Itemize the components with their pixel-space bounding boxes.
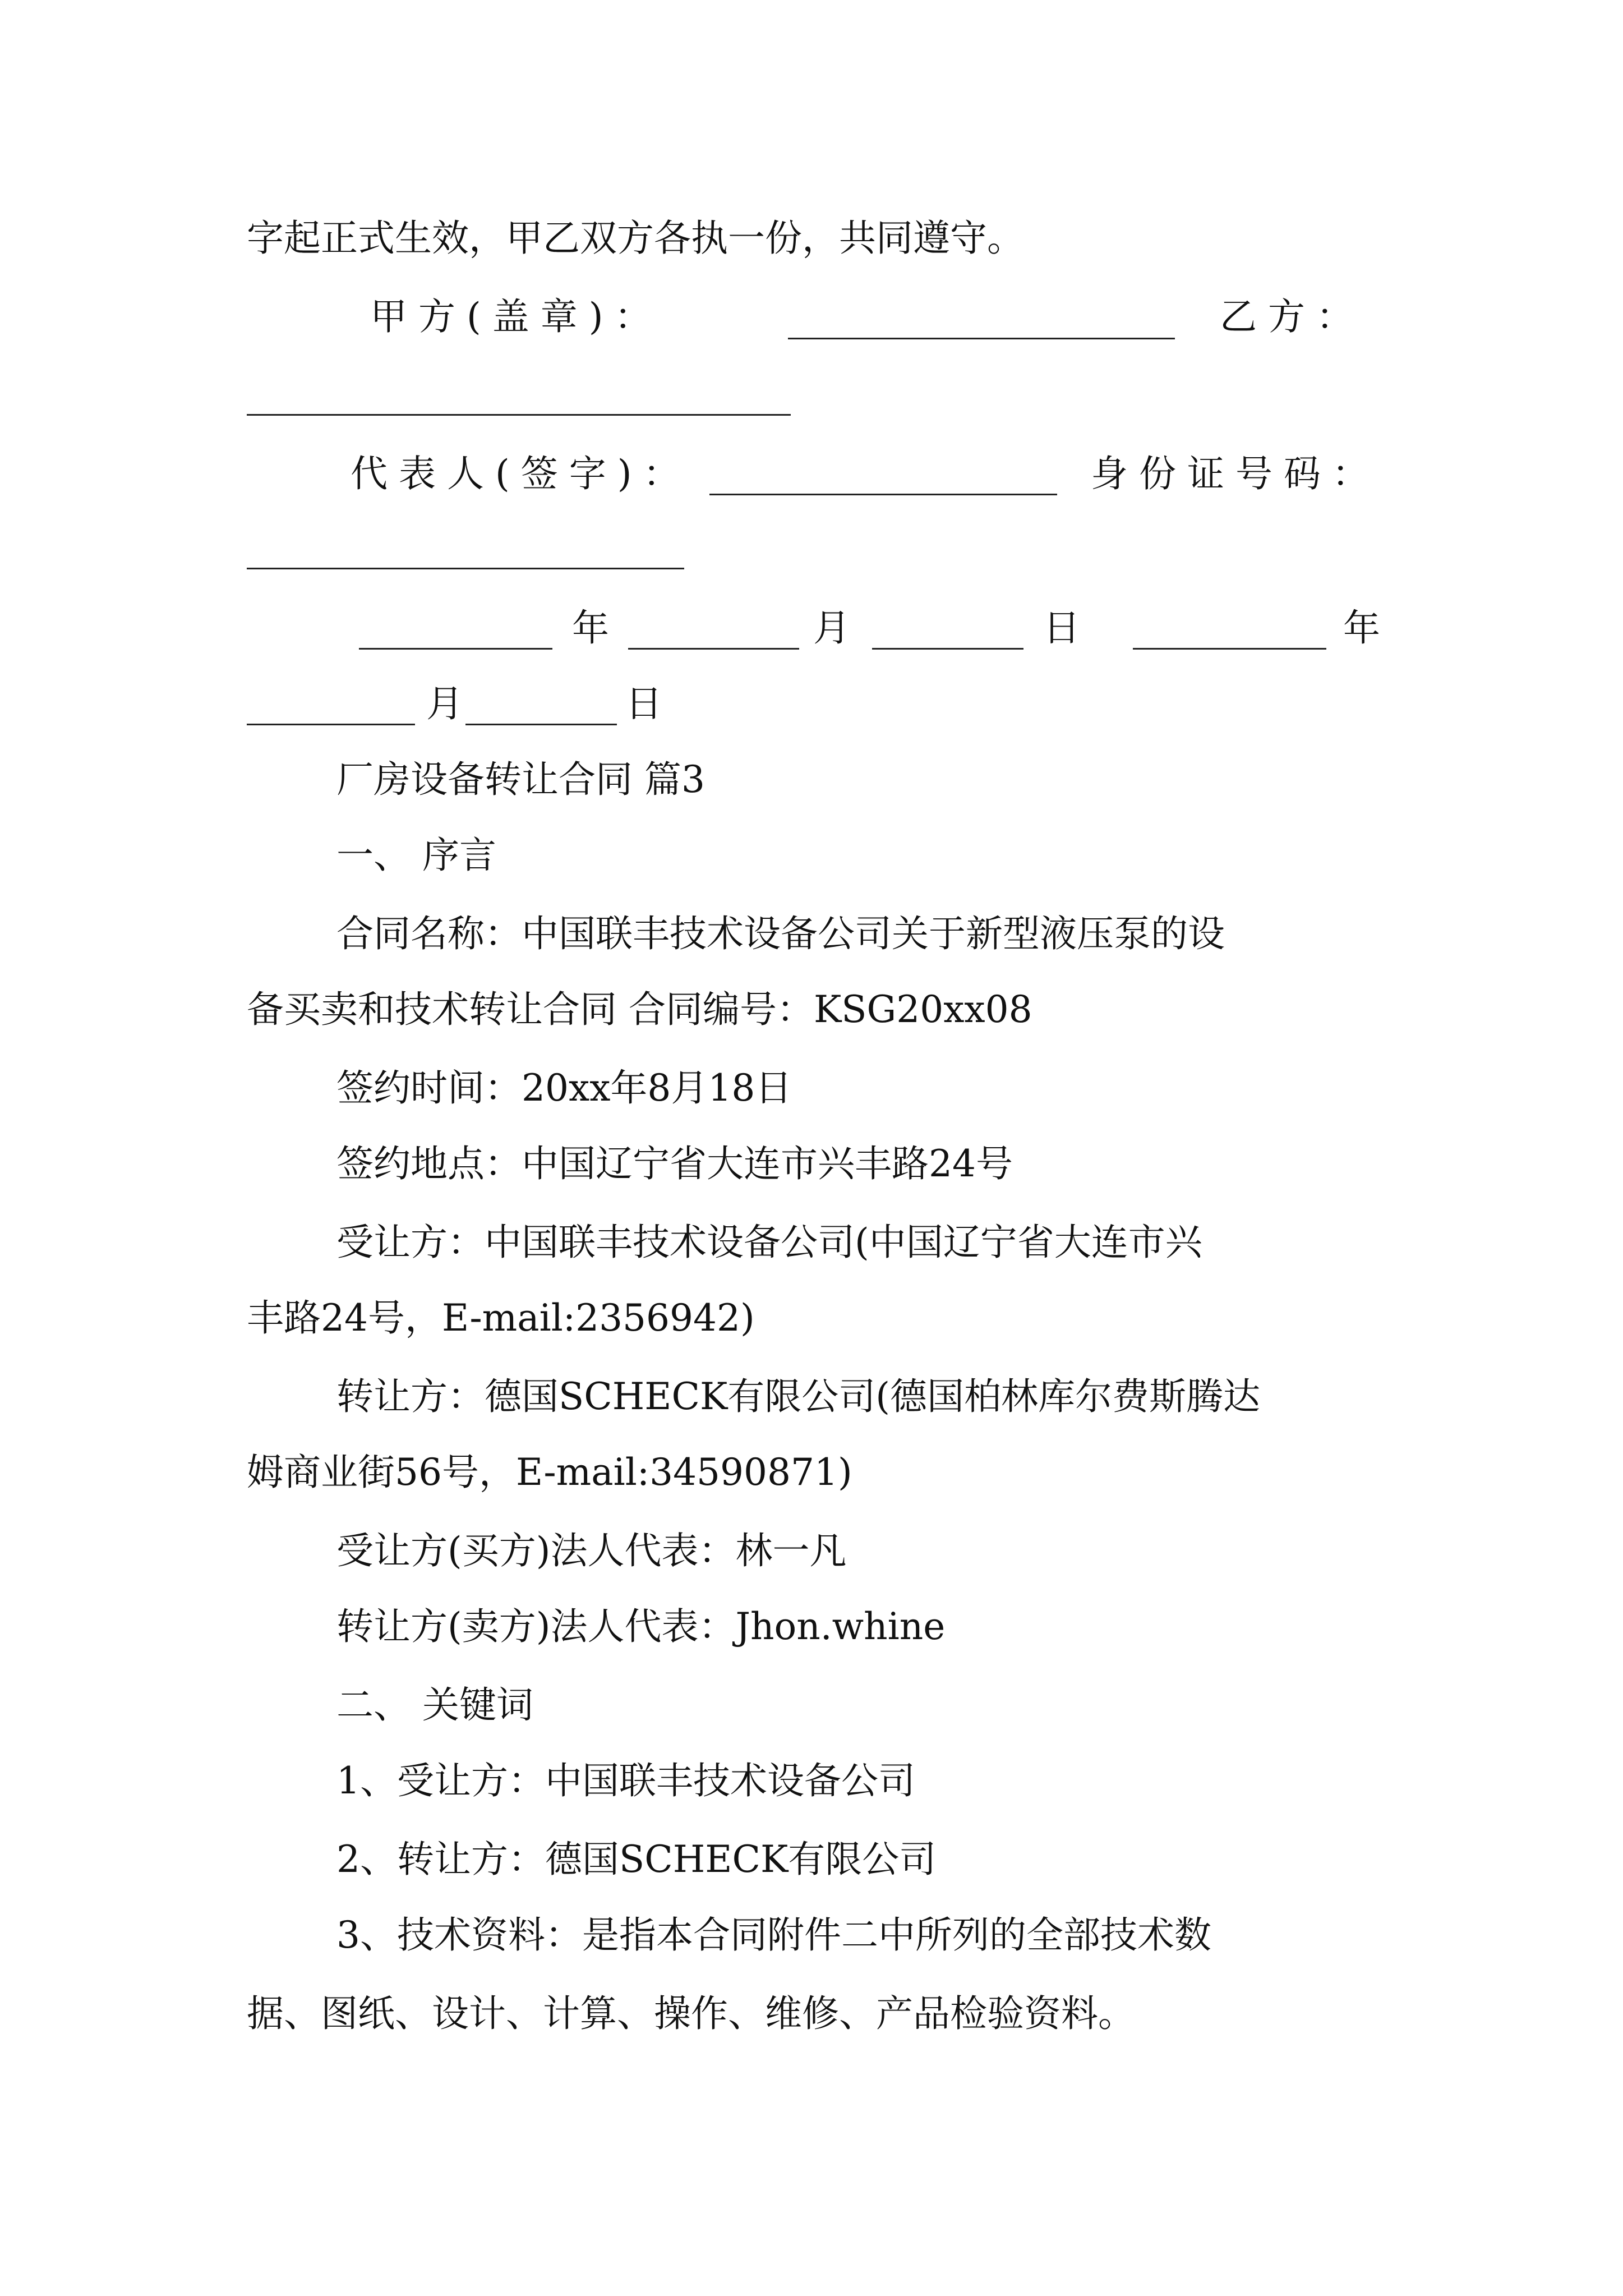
date-a-month-label: 月 — [813, 606, 850, 650]
date-b-month-label: 月 — [426, 682, 463, 725]
rep-label: 代表人(签字)： — [351, 452, 691, 495]
party-b-label: 乙方： — [1220, 295, 1364, 338]
rep-signature-blank — [709, 494, 1057, 495]
heading-keywords: 二、 关键词 — [336, 1683, 533, 1727]
date-b-year-blank — [1133, 648, 1326, 650]
transferor-line-1: 转让方：德国SCHECK有限公司(德国柏林库尔费斯腾达 — [336, 1375, 1261, 1418]
date-b-day-label: 日 — [625, 682, 662, 725]
signing-time: 签约时间：20xx年8月18日 — [336, 1066, 792, 1110]
date-b-year-label: 年 — [1343, 606, 1380, 650]
contract-name-line-2: 备买卖和技术转让合同 合同编号：KSG20xx08 — [247, 988, 1032, 1031]
party-a-seal-blank — [788, 338, 1175, 339]
party-b-blank — [247, 414, 791, 416]
date-b-day-blank — [465, 724, 617, 725]
date-a-month-blank — [628, 648, 799, 650]
keyword-item-continued: 据、图纸、设计、计算、操作、维修、产品检验资料。 — [247, 1992, 1135, 2035]
keyword-item: 3、技术资料：是指本合同附件二中所列的全部技术数 — [336, 1913, 1211, 1957]
transferee-line-1: 受让方：中国联丰技术设备公司(中国辽宁省大连市兴 — [336, 1221, 1202, 1264]
contract-name-line-1: 合同名称：中国联丰技术设备公司关于新型液压泵的设 — [336, 912, 1225, 955]
id-number-label: 身份证号码： — [1091, 452, 1380, 495]
seller-representative: 转让方(卖方)法人代表：Jhon.whine — [336, 1605, 946, 1648]
signing-place: 签约地点：中国辽宁省大连市兴丰路24号 — [336, 1142, 1013, 1185]
transferee-line-2: 丰路24号，E-mail:2356942) — [247, 1296, 755, 1340]
section-title: 厂房设备转让合同 篇3 — [336, 758, 705, 801]
party-a-label: 甲方(盖章)： — [370, 295, 663, 338]
date-a-year-label: 年 — [572, 606, 609, 650]
date-a-day-blank — [872, 648, 1023, 650]
continuation-line: 字起正式生效，甲乙双方各执一份，共同遵守。 — [247, 217, 1024, 260]
date-a-year-blank — [359, 648, 552, 650]
heading-preface: 一、 序言 — [336, 834, 496, 877]
transferor-line-2: 姆商业街56号，E-mail:34590871) — [247, 1451, 852, 1494]
id-number-blank — [247, 568, 684, 569]
buyer-representative: 受让方(买方)法人代表：林一凡 — [336, 1529, 847, 1572]
keyword-item: 2、转让方：德国SCHECK有限公司 — [336, 1838, 937, 1881]
keyword-item: 1、受让方：中国联丰技术设备公司 — [336, 1759, 915, 1802]
date-a-day-label: 日 — [1043, 606, 1080, 650]
date-b-month-blank — [247, 724, 415, 725]
